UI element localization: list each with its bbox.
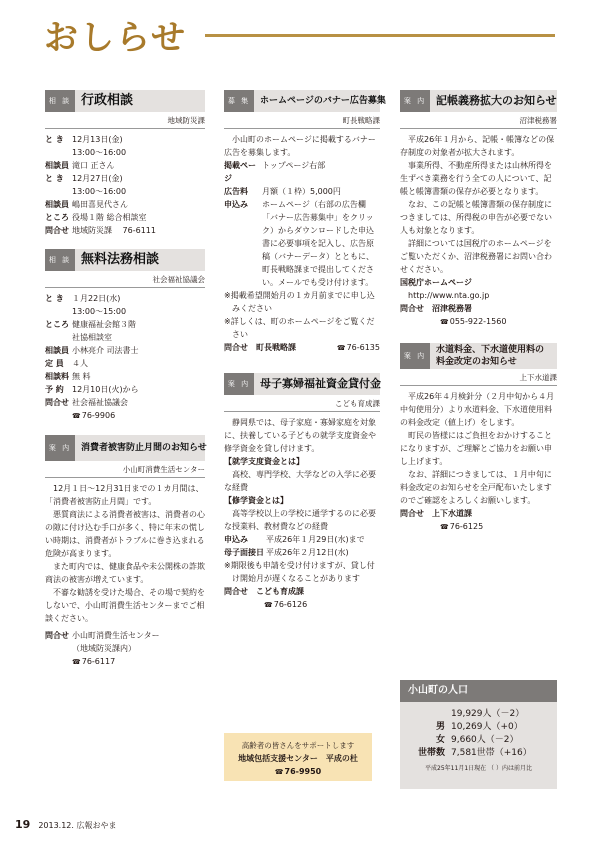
section-title: 記帳義務拡大のお知らせ [436,94,557,107]
column-1 [45,90,205,669]
row-key: 問合せ [45,226,69,235]
section-dept: 地域防災課 [45,112,205,129]
contact-label: 問合せ [45,631,69,640]
row-value: 13:00～16:00 [72,187,127,196]
section-tag: 相 談 [45,90,75,112]
page-footer [15,818,116,831]
row-key [45,331,72,344]
section-dept: 上下水道課 [400,369,557,386]
row-value: 13:00～16:00 [72,148,127,157]
population-value: 7,581世帯（+16） [451,748,532,758]
row-value: 社協相談室 [72,333,112,342]
section-header [45,435,205,461]
info-row [224,159,380,185]
notes [224,289,380,341]
section-tag: 募 集 [224,90,254,112]
population-value: 9,660人（－2） [451,735,519,745]
contact-line: 問合せ 町長戦略課 [224,343,304,352]
row-value: 12月10日(火)から [72,385,139,394]
row-value: ４人 [72,359,88,368]
row-value: １月22日(水) [72,294,121,303]
phone-number: ☎ 055-922-1560 [440,315,506,329]
row-key [45,146,72,159]
paragraph: なお、詳細につきましては、１月中旬に料金改定のお知らせを全戸配布いたしますのでご確認をよろしくお願いします。 [400,470,552,505]
row-value: 嶋田喜見代さん [72,200,128,209]
population-value: 19,929人（－2） [451,709,525,719]
row-key: 申込み [224,200,248,209]
info-rows [45,292,205,409]
info-row [224,185,380,198]
info-row [224,533,380,546]
section-intro: 小山町のホームページに掲載するバナー広告を募集します。 [224,135,376,157]
row-value: ホームページ（右部の広告欄「バナー広告募集中」をクリック）からダウンロードした申込書に必要事項を記入し、広告原稿（バナーデータ）とともに、町長戦略課まで提出してください。メールでも受け付けます。 [262,200,374,287]
section-body [400,390,557,507]
row-key: 申込み [224,535,248,544]
population-row [400,721,557,734]
population-key: 男 [435,722,445,732]
paragraph: また町内では、健康食品や未公開株の詐欺商法の被害が増えています。 [45,562,205,584]
section-tag: 案 内 [400,90,430,112]
info-rows [224,533,380,559]
row-key: 定 員 [45,359,64,368]
section-header [224,90,386,112]
row-key: 広告料 [224,187,248,196]
section-dept: 小山町消費生活センター [45,461,205,478]
section-dept: 社会福祉協議会 [45,271,205,288]
phone-number: ☎ 76-6125 [440,520,483,534]
row-value: 滝口 正さん [72,161,115,170]
section-title: 消費者被害防止月間のお知らせ [81,443,207,453]
row-key: 予 約 [45,385,64,394]
population-key: 女 [435,735,445,745]
paragraph: 平成26年４月検針分（２月中旬から４月中旬使用分）より水道料金、下水道使用料の料金改定（値上げ）をします。 [400,392,555,427]
subheading: 【修学資金とは】 [224,496,288,505]
hp-label: 国税庁ホームページ [400,278,472,287]
paragraph: 高校、専門学校、大学などの入学に必要な経費 [224,470,376,492]
row-key: ところ [45,213,69,222]
paragraph: 悪質商法による消費者被害は、消費者の心の隙に付け込む手口が多く、特に年末の慌しい時期は、消費者がトラブルに巻き込まれる危険が高まります。 [45,510,205,558]
info-row [45,185,205,198]
row-value: トップページ右部 [262,161,326,170]
row-value: 地域防災課 76-6111 [72,226,156,235]
section-title: 水道料金、下水道使用料の 料金改定のお知らせ [436,345,545,367]
paragraph: 不審な勧誘を受けた場合、その場で契約をしないで、小山町消費生活センターまでご相談ください。 [45,588,205,623]
section-header [224,373,380,395]
population-key [415,708,445,721]
population-row [400,734,557,747]
section-header [45,249,205,271]
section-dept: 町長戦略課 [224,112,380,129]
phone-number: ☎ 76-6117 [72,655,205,669]
info-row [224,198,380,289]
row-value: 社会福祉協議会 [72,398,128,407]
note: ※期限後も申請を受け付けますが、貸し付け開始月が遅くなることがあります [224,561,375,583]
row-value: 13:00～15:00 [72,307,127,316]
info-row [45,305,205,318]
issue-info: 2013.12. 広報おやま [38,821,117,830]
row-key: 相談料 [45,372,69,381]
note: ※掲載希望開始月の１カ月前までに申し込みください [224,291,375,313]
row-key: 相談員 [45,161,69,170]
info-row [45,331,205,344]
paragraph: 12月１日～12月31日までの１カ月間は、「消費者被害防止月間」です。 [45,484,204,506]
phone-number: ☎ 76-9950 [224,765,372,779]
info-row [45,292,205,305]
info-row [45,396,205,409]
section-body [45,482,205,625]
section-title: ホームページのバナー広告募集 [260,96,386,106]
info-row [45,318,205,331]
section-header [400,343,557,369]
population-note: 平成25年11月1日現在 （ ）内は前月比 [425,765,532,772]
header-divider [205,34,555,37]
info-row [45,159,205,172]
info-rows [45,133,205,237]
section-title: 母子寡婦福祉資金貸付金 [260,377,381,390]
population-value: 10,269人（+0） [451,722,523,732]
row-value: 小林亮介 司法書士 [72,346,139,355]
paragraph: 高等学校以上の学校に通学するのに必要な授業料、教材費などの経費 [224,509,376,531]
page-title: おしらせ [44,18,187,58]
row-key: と き [45,135,64,144]
section-dept: 沼津税務署 [400,112,557,129]
column-2 [224,90,386,612]
contact-line: 問合せ 上下水道課 [400,509,472,518]
column-3 [400,90,557,534]
row-value: 無 料 [72,372,91,381]
support-center: 地域包括支援センター 平成の杜 [238,754,358,763]
info-row [45,224,205,237]
section-intro: 静岡県では、母子家庭・寡婦家庭を対象に、扶養している子どもの就学支度資金や修学資金を貸し付けます。 [224,418,376,453]
row-value: 役場１階 総合相談室 [72,213,147,222]
info-row [224,546,380,559]
contact-line: 問合せ こども育成課 [224,587,304,596]
info-row [45,133,205,146]
info-row [45,198,205,211]
section-header [45,90,205,112]
row-value: 平成26年１月29日(水)まで [266,535,365,544]
population-box [400,680,557,789]
population-row [400,747,557,760]
paragraph: なお、この記帳と帳簿書類の保存制度につきましては、所得税の申告が必要でない人も対象となります。 [400,200,552,235]
info-row [45,357,205,370]
row-key: と き [45,174,64,183]
population-key: 世帯数 [417,748,445,758]
row-key [45,305,72,318]
population-row [400,708,557,721]
info-row [45,211,205,224]
info-row [45,146,205,159]
support-banner [224,733,372,781]
paragraph: 事業所得、不動産所得または山林所得を生ずべき業務を行う全ての人について、記帳と帳簿書類の保存が必要となります。 [400,161,552,196]
paragraph: 平成26年１月から、記帳・帳簿などの保存制度の対象者が拡大されます。 [400,135,555,157]
phone-number: ☎ 76-9906 [72,409,205,423]
row-value: 健康福祉会館３階 [72,320,136,329]
row-key: 問合せ [45,398,69,407]
paragraph: 町民の皆様にはご負担をおかけすることになりますが、ご理解とご協力をお願い申し上げます。 [400,431,552,466]
row-key: 母子面接日 [224,548,264,557]
info-row [45,370,205,383]
section-title: 行政相談 [81,93,134,108]
row-value: 12月13日(金) [72,135,123,144]
section-header [400,90,557,112]
row-value: 平成26年２月12日(水) [266,548,349,557]
row-value: 12月27日(金) [72,174,123,183]
info-row [45,383,205,396]
row-key: ところ [45,320,69,329]
paragraph: 詳細については国税庁のホームページをご覧いただくか、沼津税務署にお問い合わせください。 [400,239,552,274]
note: ※詳しくは、町のホームページをご覧ください [224,317,375,339]
section-tag: 相 談 [45,249,75,271]
population-rows [400,702,557,760]
info-rows [224,159,380,289]
row-key: 相談員 [45,346,69,355]
row-key [45,185,72,198]
phone-number: ☎ 76-6135 [337,341,380,355]
contact-value: 小山町消費生活センター [72,631,160,640]
section-body [400,133,557,276]
info-row [45,172,205,185]
hp-url[interactable]: http://www.nta.go.jp [408,291,490,300]
row-key: と き [45,294,64,303]
population-title: 小山町の人口 [400,680,557,702]
info-row [45,344,205,357]
subheading: 【就学支度資金とは】 [224,457,304,466]
phone-number: ☎ 76-6126 [264,598,307,612]
section-dept: こども育成課 [224,395,380,412]
contact-line: 問合せ 沼津税務署 [400,304,472,313]
section-tag: 案 内 [400,343,430,369]
support-line: 高齢者の皆さんをサポートします [241,741,355,750]
row-key: 相談員 [45,200,69,209]
section-title: 無料法務相談 [81,252,160,267]
section-tag: 案 内 [45,435,75,461]
contact-value-sub: （地域防災課内） [72,644,136,653]
row-value: 月額（１枠）5,000円 [262,187,341,196]
row-key: 掲載ページ [224,161,256,183]
section-tag: 案 内 [224,373,254,395]
page-number: 19 [15,818,31,831]
